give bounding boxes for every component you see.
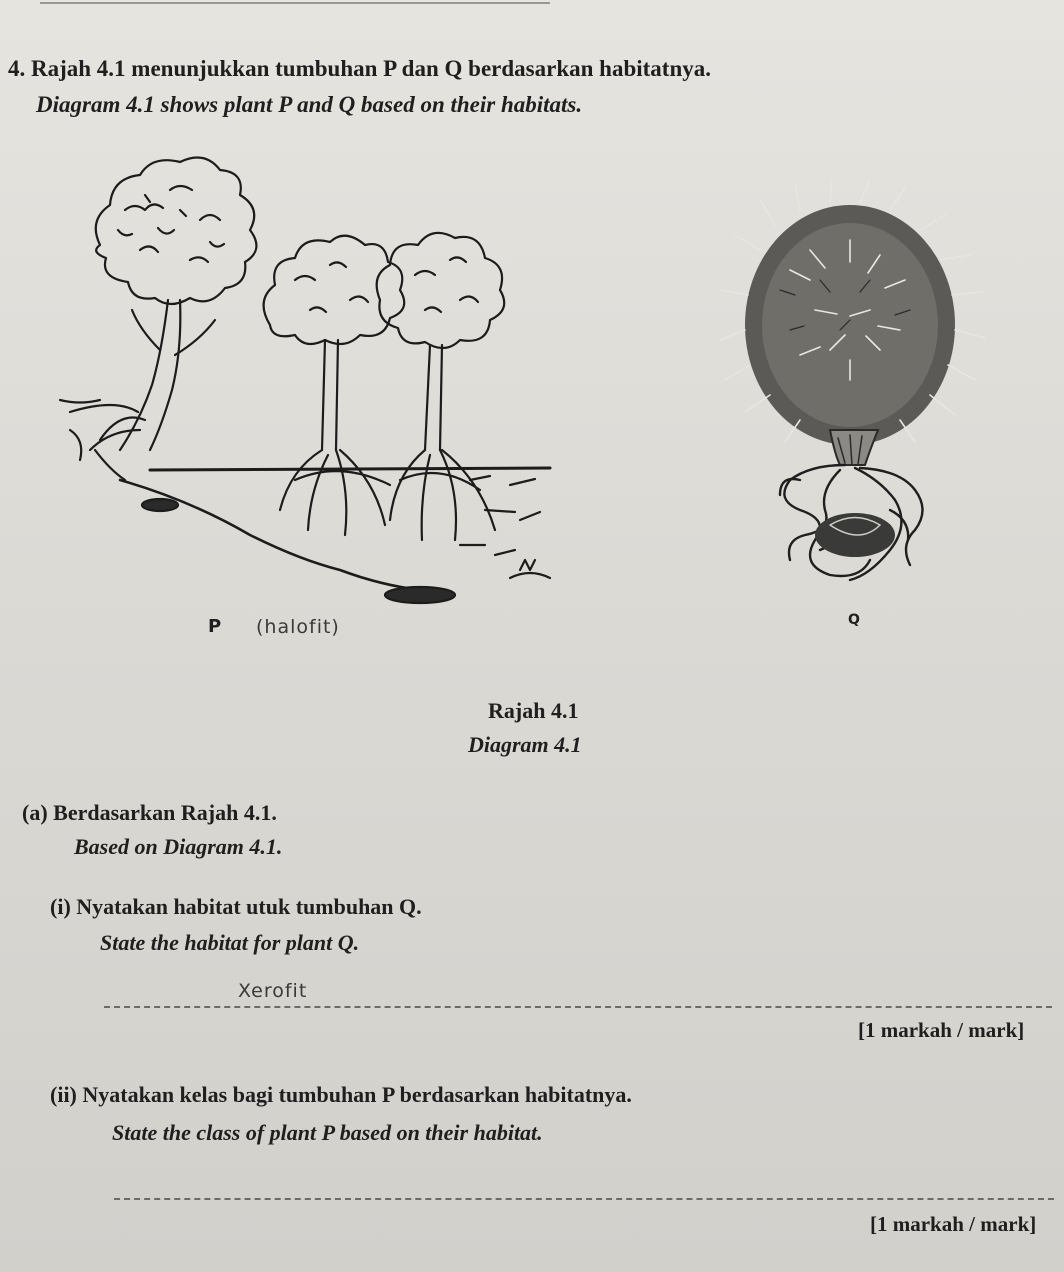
mark-ii: [1 markah / mark] bbox=[870, 1212, 1037, 1236]
answer-i-line bbox=[104, 1006, 1052, 1008]
label-plant-q: Q bbox=[848, 612, 860, 628]
top-rule bbox=[40, 2, 550, 4]
handwritten-halofit: (halofit) bbox=[256, 616, 340, 638]
question-ii-ms: (ii) Nyatakan kelas bagi tumbuhan P berdasarkan habitatnya. bbox=[50, 1082, 632, 1107]
part-a-intro-ms: (a) Berdasarkan Rajah 4.1. bbox=[22, 800, 277, 825]
question-i-en: State the habitat for plant Q. bbox=[100, 930, 360, 955]
mangrove-illustration bbox=[40, 150, 580, 610]
answer-i-handwritten[interactable]: Xerofit bbox=[238, 980, 308, 1002]
diagram-caption-ms: Rajah 4.1 bbox=[488, 698, 579, 723]
question-title-en: Diagram 4.1 shows plant P and Q based on their habitats. bbox=[36, 92, 583, 117]
question-i-ms: (i) Nyatakan habitat utuk tumbuhan Q. bbox=[50, 894, 422, 919]
question-title-ms: 4. Rajah 4.1 menunjukkan tumbuhan P dan Q berdasarkan habitatnya. bbox=[8, 56, 711, 81]
cactus-illustration bbox=[720, 180, 990, 590]
question-ii-en: State the class of plant P based on their habitat. bbox=[112, 1120, 543, 1145]
mark-i: [1 markah / mark] bbox=[858, 1018, 1025, 1042]
label-plant-p: P bbox=[208, 616, 222, 637]
answer-ii-line bbox=[114, 1198, 1054, 1200]
diagram-caption-en: Diagram 4.1 bbox=[468, 732, 582, 757]
part-a-intro-en: Based on Diagram 4.1. bbox=[74, 834, 283, 859]
